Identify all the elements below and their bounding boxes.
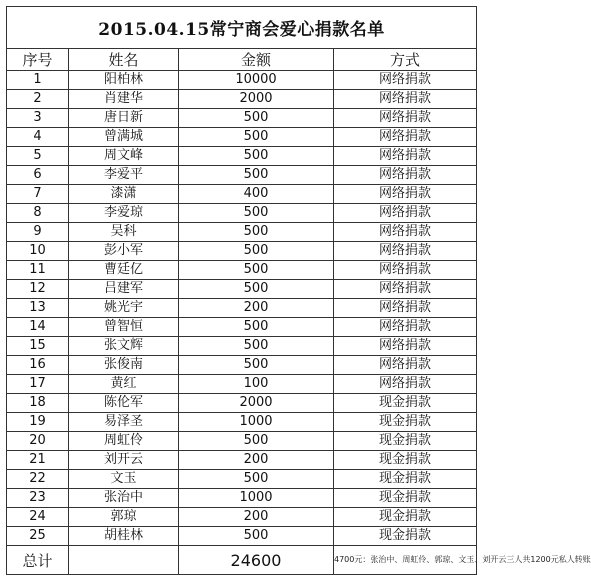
table-row <box>7 71 477 90</box>
cell-amount: 2000 <box>179 394 334 413</box>
cell-amount: 500 <box>179 242 334 261</box>
cell-seq: 19 <box>7 413 69 432</box>
table-row <box>7 470 477 489</box>
cell-method: 网络捐款 <box>334 185 477 204</box>
cell-seq: 11 <box>7 261 69 280</box>
cell-amount: 500 <box>179 128 334 147</box>
cell-name: 吕建军 <box>69 280 179 299</box>
table-row <box>7 223 477 242</box>
cell-method: 网络捐款 <box>334 242 477 261</box>
cell-amount: 10000 <box>179 71 334 90</box>
table-row <box>7 147 477 166</box>
cell-name: 姚光宇 <box>69 299 179 318</box>
cell-seq: 21 <box>7 451 69 470</box>
cell-name: 陈伦军 <box>69 394 179 413</box>
total-row <box>7 546 477 575</box>
table-row <box>7 508 477 527</box>
cell-seq: 3 <box>7 109 69 128</box>
cell-amount: 500 <box>179 280 334 299</box>
cell-name: 文玉 <box>69 470 179 489</box>
cell-seq: 5 <box>7 147 69 166</box>
cell-name: 曾智恒 <box>69 318 179 337</box>
cell-name: 吴科 <box>69 223 179 242</box>
cell-amount: 500 <box>179 204 334 223</box>
cell-name: 曾满城 <box>69 128 179 147</box>
cell-method: 网络捐款 <box>334 223 477 242</box>
cell-amount: 500 <box>179 318 334 337</box>
header-row <box>7 49 477 71</box>
cell-amount: 500 <box>179 223 334 242</box>
header-amount: 金额 <box>179 49 334 71</box>
cell-seq: 7 <box>7 185 69 204</box>
cell-seq: 25 <box>7 527 69 546</box>
cell-method: 网络捐款 <box>334 356 477 375</box>
cell-amount: 1000 <box>179 413 334 432</box>
table-row <box>7 242 477 261</box>
cell-method: 网络捐款 <box>334 90 477 109</box>
cell-amount: 200 <box>179 451 334 470</box>
cell-name: 周虹伶 <box>69 432 179 451</box>
table-title: 2015.04.15常宁商会爱心捐款名单 <box>7 7 477 49</box>
table-row <box>7 375 477 394</box>
cell-name: 唐日新 <box>69 109 179 128</box>
cell-name: 刘开云 <box>69 451 179 470</box>
cell-amount: 500 <box>179 109 334 128</box>
table-row <box>7 128 477 147</box>
cell-seq: 10 <box>7 242 69 261</box>
total-amount: 24600 <box>179 546 334 575</box>
cell-method: 现金捐款 <box>334 527 477 546</box>
cell-seq: 23 <box>7 489 69 508</box>
cell-seq: 1 <box>7 71 69 90</box>
cell-method: 现金捐款 <box>334 451 477 470</box>
cell-amount: 500 <box>179 261 334 280</box>
cell-name: 阳柏林 <box>69 71 179 90</box>
donation-table <box>6 6 591 575</box>
title-row <box>7 7 477 49</box>
cell-seq: 17 <box>7 375 69 394</box>
cell-seq: 24 <box>7 508 69 527</box>
table-row <box>7 185 477 204</box>
cell-seq: 13 <box>7 299 69 318</box>
cell-method: 现金捐款 <box>334 489 477 508</box>
cell-method: 现金捐款 <box>334 470 477 489</box>
table-row <box>7 432 477 451</box>
header-method: 方式 <box>334 49 477 71</box>
table-row <box>7 280 477 299</box>
cell-method: 网络捐款 <box>334 166 477 185</box>
cell-amount: 500 <box>179 147 334 166</box>
table-row <box>7 337 477 356</box>
cell-seq: 9 <box>7 223 69 242</box>
cell-amount: 200 <box>179 508 334 527</box>
cell-method: 网络捐款 <box>334 109 477 128</box>
cell-name: 周文峰 <box>69 147 179 166</box>
table-row <box>7 166 477 185</box>
cell-seq: 22 <box>7 470 69 489</box>
cell-name: 彭小军 <box>69 242 179 261</box>
cell-name: 胡桂林 <box>69 527 179 546</box>
table-row <box>7 527 477 546</box>
cell-method: 现金捐款 <box>334 394 477 413</box>
cell-seq: 16 <box>7 356 69 375</box>
cell-amount: 2000 <box>179 90 334 109</box>
cell-name: 郭琼 <box>69 508 179 527</box>
table-row <box>7 204 477 223</box>
cell-name: 张治中 <box>69 489 179 508</box>
cell-name: 易泽圣 <box>69 413 179 432</box>
table-row <box>7 261 477 280</box>
table-row <box>7 413 477 432</box>
cell-seq: 2 <box>7 90 69 109</box>
table-row <box>7 90 477 109</box>
header-seq: 序号 <box>7 49 69 71</box>
cell-amount: 500 <box>179 337 334 356</box>
table-row <box>7 451 477 470</box>
cell-name: 张俊南 <box>69 356 179 375</box>
cell-seq: 18 <box>7 394 69 413</box>
cell-amount: 500 <box>179 527 334 546</box>
cell-method: 网络捐款 <box>334 318 477 337</box>
cell-method: 网络捐款 <box>334 147 477 166</box>
cell-amount: 500 <box>179 356 334 375</box>
cell-name: 李爱琼 <box>69 204 179 223</box>
cell-method: 网络捐款 <box>334 337 477 356</box>
cell-seq: 14 <box>7 318 69 337</box>
total-empty-cell <box>69 546 179 575</box>
cell-method: 网络捐款 <box>334 204 477 223</box>
cell-method: 网络捐款 <box>334 128 477 147</box>
cell-name: 肖建华 <box>69 90 179 109</box>
cell-seq: 15 <box>7 337 69 356</box>
cell-name: 张文辉 <box>69 337 179 356</box>
table-row <box>7 109 477 128</box>
cell-name: 曹廷亿 <box>69 261 179 280</box>
total-label: 总计 <box>7 546 69 575</box>
header-name: 姓名 <box>69 49 179 71</box>
table-row <box>7 299 477 318</box>
cell-amount: 1000 <box>179 489 334 508</box>
cell-method: 网络捐款 <box>334 299 477 318</box>
total-note: 4700元：张治中、周虹伶、郭琼、文玉、刘开云三人共1200元私人转账 <box>334 546 477 575</box>
cell-name: 李爱平 <box>69 166 179 185</box>
cell-seq: 6 <box>7 166 69 185</box>
cell-method: 网络捐款 <box>334 280 477 299</box>
cell-seq: 8 <box>7 204 69 223</box>
cell-amount: 500 <box>179 166 334 185</box>
cell-amount: 400 <box>179 185 334 204</box>
table-row <box>7 318 477 337</box>
cell-name: 漆潇 <box>69 185 179 204</box>
cell-seq: 12 <box>7 280 69 299</box>
cell-method: 网络捐款 <box>334 375 477 394</box>
cell-seq: 4 <box>7 128 69 147</box>
cell-method: 网络捐款 <box>334 71 477 90</box>
cell-amount: 100 <box>179 375 334 394</box>
table-row <box>7 356 477 375</box>
cell-amount: 200 <box>179 299 334 318</box>
cell-method: 网络捐款 <box>334 261 477 280</box>
cell-amount: 500 <box>179 470 334 489</box>
table-row <box>7 394 477 413</box>
cell-method: 现金捐款 <box>334 432 477 451</box>
cell-amount: 500 <box>179 432 334 451</box>
cell-method: 现金捐款 <box>334 413 477 432</box>
cell-name: 黄红 <box>69 375 179 394</box>
donation-rows <box>7 71 477 546</box>
cell-seq: 20 <box>7 432 69 451</box>
table-row <box>7 489 477 508</box>
cell-method: 现金捐款 <box>334 508 477 527</box>
